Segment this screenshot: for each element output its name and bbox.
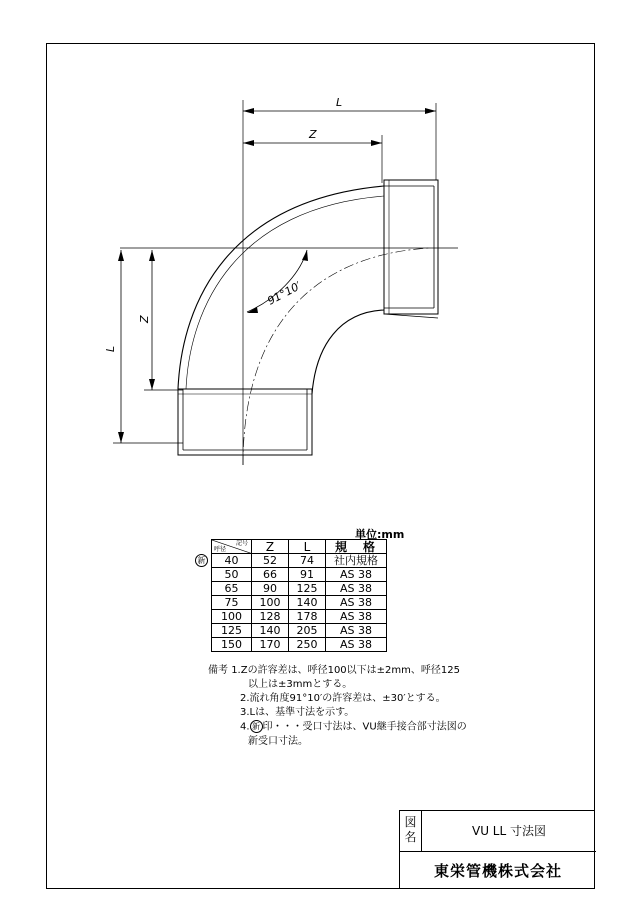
cell-l: 125	[289, 582, 326, 596]
dim-text-L-side: L	[104, 345, 117, 352]
dim-text-Z-top: Z	[309, 128, 317, 141]
table-row	[212, 610, 387, 624]
cell-z: 90	[252, 582, 289, 596]
remark-2: 2.流れ角度91°10′の許容差は、±30′とする。	[240, 693, 446, 704]
cell-standard: AS 38	[326, 624, 387, 638]
cell-standard: 社内規格	[326, 554, 387, 568]
cell-l: 140	[289, 596, 326, 610]
remark-1-cont: 以上は±3mmとする。	[248, 679, 353, 690]
remark-1: 備考 1.Zの許容差は、呼径100以下は±2mm、呼径125	[208, 665, 460, 676]
new-mark-icon: 新	[250, 720, 263, 733]
flow-center-arc	[243, 248, 430, 465]
cell-z: 66	[252, 568, 289, 582]
cell-l: 178	[289, 610, 326, 624]
socket-right	[384, 180, 438, 318]
remark-4-cont: 新受口寸法。	[248, 735, 308, 747]
table-row	[212, 596, 387, 610]
cell-diameter: 150	[212, 638, 252, 652]
header-standard: 規 格	[326, 540, 387, 554]
cell-z: 140	[252, 624, 289, 638]
cell-z: 170	[252, 638, 289, 652]
remarks-prefix: 備考	[208, 665, 228, 676]
cell-z: 52	[252, 554, 289, 568]
header-l: L	[289, 540, 326, 554]
socket-bottom	[178, 389, 312, 455]
elbow-inner-arc	[312, 310, 384, 394]
dimension-table	[197, 539, 387, 652]
cell-standard: AS 38	[326, 638, 387, 652]
table-row	[212, 568, 387, 582]
cell-diameter: 65	[212, 582, 252, 596]
table-row	[212, 554, 387, 568]
dim-text-L-top: L	[336, 96, 343, 109]
cell-z: 128	[252, 610, 289, 624]
cell-l: 91	[289, 568, 326, 582]
remark-4: 4. 新 印・・・受口寸法は、VU継手接合部寸法図の	[240, 721, 467, 733]
cell-standard: AS 38	[326, 596, 387, 610]
cell-l: 74	[289, 554, 326, 568]
cell-diameter: 新 40	[212, 554, 252, 568]
table-header-row	[212, 540, 387, 554]
cell-diameter: 100	[212, 610, 252, 624]
title-block-label	[400, 811, 422, 851]
corner-label-symbol: 記号	[236, 540, 249, 547]
cell-standard: AS 38	[326, 610, 387, 624]
remark-3: 3.Lは、基準寸法を示す。	[240, 707, 355, 718]
drawing-title: VU LL 寸法図	[472, 824, 546, 838]
cell-diameter: 50	[212, 568, 252, 582]
cell-diameter: 75	[212, 596, 252, 610]
title-block	[399, 810, 595, 889]
unit-label: 単位:mm	[355, 528, 405, 541]
table-row	[212, 624, 387, 638]
new-mark-icon: 新	[195, 554, 208, 567]
corner-label-diameter: 呼径	[214, 546, 227, 553]
angle-text: 91°10′	[265, 279, 304, 308]
title-block-label-text: 図名	[404, 815, 417, 844]
cell-standard: AS 38	[326, 568, 387, 582]
table-corner-cell	[212, 540, 252, 554]
remarks	[208, 664, 467, 749]
cell-standard: AS 38	[326, 582, 387, 596]
cell-z: 100	[252, 596, 289, 610]
cell-diameter: 125	[212, 624, 252, 638]
cell-l: 250	[289, 638, 326, 652]
cell-l: 205	[289, 624, 326, 638]
table-row	[212, 582, 387, 596]
table-row	[212, 638, 387, 652]
header-z: Z	[252, 540, 289, 554]
company-name: 東栄管機株式会社	[400, 851, 596, 890]
dim-text-Z-side: Z	[138, 315, 151, 323]
